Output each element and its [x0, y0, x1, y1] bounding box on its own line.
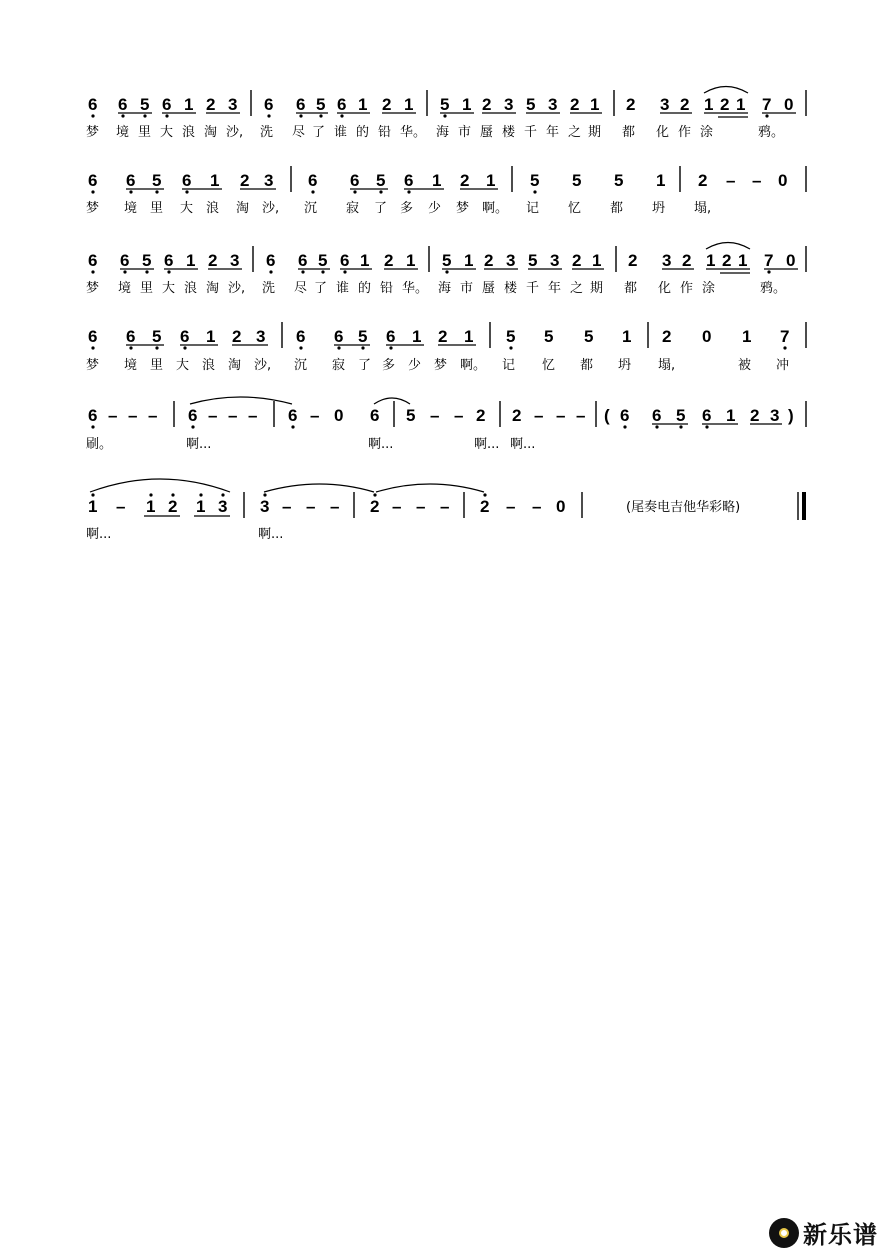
jianpu-note: 2 — [382, 95, 392, 114]
lyric-syllable: 都 — [580, 358, 594, 373]
jianpu-note: 6 — [162, 95, 172, 114]
lyric-syllable: 寂 — [346, 201, 360, 216]
score-line-1 — [86, 87, 806, 141]
lyric-syllable: 涂 — [702, 281, 716, 296]
lyric-syllable: 梦 — [434, 358, 448, 373]
jianpu-note: 6 — [334, 327, 344, 346]
jianpu-note: 3 — [256, 327, 266, 346]
lyric-syllable: 被 — [738, 358, 752, 373]
lyric-syllable: 多 — [400, 201, 414, 216]
jianpu-note: 2 — [626, 95, 636, 114]
ties-line-6 — [90, 479, 484, 492]
jianpu-note: 2 — [206, 95, 216, 114]
jianpu-note: – — [726, 171, 736, 190]
jianpu-note: 2 — [662, 327, 672, 346]
lyric-syllable: 忆 — [568, 201, 582, 216]
jianpu-note: 2 — [750, 406, 760, 425]
jianpu-note: 1 — [704, 95, 714, 114]
jianpu-note: 1 — [742, 327, 752, 346]
jianpu-note: – — [556, 406, 566, 425]
jianpu-note: 5 — [358, 327, 368, 346]
lyric-syllable: 啊... — [258, 527, 284, 542]
jianpu-note: 5 — [152, 171, 162, 190]
jianpu-note: – — [248, 406, 258, 425]
jianpu-note: 1 — [726, 406, 736, 425]
jianpu-note: 2 — [438, 327, 448, 346]
jianpu-note: 1 — [358, 95, 368, 114]
jianpu-note: 2 — [232, 327, 242, 346]
lyric-syllable: 都 — [622, 125, 636, 140]
jianpu-note: 6 — [404, 171, 414, 190]
jianpu-note: – — [208, 406, 218, 425]
jianpu-note: 1 — [210, 171, 220, 190]
lyric-syllable: 期 — [590, 281, 604, 296]
lyric-syllable: 浪 — [182, 125, 196, 140]
jianpu-note: 6 — [264, 95, 274, 114]
jianpu-note: 6 — [266, 251, 276, 270]
lyric-syllable: 鸦。 — [760, 281, 787, 296]
jianpu-note: 5 — [142, 251, 152, 270]
jianpu-note: 3 — [548, 95, 558, 114]
jianpu-note: 3 — [506, 251, 516, 270]
jianpu-note: 3 — [662, 251, 672, 270]
lyric-syllable: 梦 — [86, 281, 100, 296]
jianpu-note: 6 — [298, 251, 308, 270]
lyric-syllable: 刷。 — [86, 437, 113, 452]
jianpu-note: – — [416, 497, 426, 516]
jianpu-note: 6 — [126, 327, 136, 346]
jianpu-note: 6 — [88, 251, 98, 270]
lyric-syllable: 沙, — [262, 201, 280, 216]
lyric-syllable: 塌, — [658, 358, 676, 373]
lyric-syllable: 多 — [382, 358, 396, 373]
lyric-syllable: 寂 — [332, 358, 346, 373]
jianpu-note: 2 — [484, 251, 494, 270]
underlines-line-1 — [118, 113, 796, 117]
jianpu-note: 6 — [164, 251, 174, 270]
jianpu-note: 5 — [544, 327, 554, 346]
jianpu-note: – — [534, 406, 544, 425]
lyric-syllable: 淘 — [228, 358, 242, 373]
jianpu-note: – — [108, 406, 118, 425]
score-line-6 — [86, 479, 806, 542]
slur-line-1 — [704, 87, 748, 94]
lyric-syllable: 淘 — [206, 281, 220, 296]
lyric-syllable: 忆 — [542, 358, 556, 373]
jianpu-note: 1 — [462, 95, 472, 114]
score-canvas — [0, 0, 888, 560]
lyric-syllable: 化 — [658, 281, 672, 296]
lyric-syllable: 啊。 — [482, 201, 509, 216]
jianpu-note: 6 — [182, 171, 192, 190]
jianpu-note: 1 — [592, 251, 602, 270]
jianpu-score — [0, 0, 888, 560]
lyric-syllable: 洗 — [260, 125, 274, 140]
jianpu-note: 6 — [118, 95, 128, 114]
lyrics-line-2 — [86, 200, 711, 216]
jianpu-note: 2 — [722, 251, 732, 270]
jianpu-note: 1 — [406, 251, 416, 270]
jianpu-note: 1 — [206, 327, 216, 346]
jianpu-note: 2 — [628, 251, 638, 270]
lyric-syllable: 年 — [548, 281, 562, 296]
jianpu-note: 2 — [370, 497, 380, 516]
jianpu-note: 0 — [556, 497, 566, 516]
lyric-syllable: 啊... — [510, 437, 536, 452]
lyric-syllable: 谁 — [334, 125, 348, 140]
jianpu-note: 2 — [720, 95, 730, 114]
jianpu-note: 3 — [218, 497, 228, 516]
underlines-line-3 — [120, 269, 798, 273]
outro-annotation: (尾奏电吉他华彩略) — [626, 500, 741, 515]
jianpu-note: 2 — [698, 171, 708, 190]
lyric-syllable: 沉 — [294, 358, 308, 373]
lyric-syllable: 境 — [124, 201, 138, 216]
jianpu-note: – — [310, 406, 320, 425]
lyric-syllable: 坍 — [618, 358, 632, 373]
jianpu-note: 3 — [260, 497, 270, 516]
jianpu-note: – — [228, 406, 238, 425]
lyric-syllable: 的 — [356, 125, 370, 140]
jianpu-note: – — [282, 497, 292, 516]
lyric-syllable: 年 — [546, 125, 560, 140]
lyric-syllable: 啊... — [186, 437, 212, 452]
lyric-syllable: 蜃 — [482, 281, 496, 296]
notes-line-1 — [88, 95, 793, 114]
jianpu-note: 3 — [264, 171, 274, 190]
jianpu-note: 5 — [572, 171, 582, 190]
jianpu-note: 6 — [288, 406, 298, 425]
lyrics-line-6 — [86, 527, 283, 542]
jianpu-note: – — [148, 406, 158, 425]
lyric-syllable: 市 — [458, 125, 472, 140]
notes-line-3 — [88, 251, 795, 270]
lyric-syllable: 淘 — [204, 125, 218, 140]
lyric-syllable: 大 — [160, 125, 174, 140]
jianpu-note: 0 — [334, 406, 344, 425]
jianpu-note: 1 — [706, 251, 716, 270]
jianpu-note: 5 — [318, 251, 328, 270]
jianpu-note: – — [506, 497, 516, 516]
jianpu-note: 6 — [340, 251, 350, 270]
jianpu-note: 1 — [146, 497, 156, 516]
jianpu-note: 1 — [656, 171, 666, 190]
jianpu-note: 5 — [614, 171, 624, 190]
jianpu-note: – — [576, 406, 586, 425]
jianpu-note: 1 — [590, 95, 600, 114]
lyric-syllable: 记 — [526, 201, 540, 216]
jianpu-note: 2 — [384, 251, 394, 270]
jianpu-note: – — [116, 497, 126, 516]
lyric-syllable: 里 — [140, 281, 154, 296]
jianpu-note: 1 — [464, 327, 474, 346]
jianpu-note: 5 — [376, 171, 386, 190]
lyric-syllable: 了 — [374, 201, 388, 216]
lyric-syllable: 的 — [358, 281, 372, 296]
lyrics-line-4 — [86, 357, 789, 373]
jianpu-note: – — [752, 171, 762, 190]
jianpu-note: 5 — [528, 251, 538, 270]
lyric-syllable: 梦 — [86, 201, 100, 216]
dots-line-3 — [91, 270, 770, 273]
jianpu-note: 2 — [682, 251, 692, 270]
lyric-syllable: 坍 — [652, 201, 666, 216]
jianpu-note: 5 — [676, 406, 686, 425]
notes-line-6 — [88, 497, 565, 516]
jianpu-note: 5 — [442, 251, 452, 270]
lyric-syllable: 楼 — [502, 125, 516, 140]
lyric-syllable: 境 — [124, 358, 138, 373]
lyric-syllable: 海 — [436, 125, 450, 140]
notes-line-4 — [88, 327, 789, 346]
jianpu-note: 1 — [736, 95, 746, 114]
lyric-syllable: 梦 — [86, 358, 100, 373]
lyric-syllable: 作 — [680, 281, 694, 296]
lyric-syllable: 了 — [312, 125, 326, 140]
jianpu-note: 3 — [550, 251, 560, 270]
jianpu-note: 5 — [526, 95, 536, 114]
lyric-syllable: 楼 — [504, 281, 518, 296]
brand-name: 新乐谱 — [803, 1221, 878, 1249]
jianpu-note: 0 — [702, 327, 712, 346]
lyric-syllable: 了 — [358, 358, 372, 373]
jianpu-note: – — [430, 406, 440, 425]
lyric-syllable: 千 — [526, 281, 540, 296]
lyric-syllable: 市 — [460, 281, 474, 296]
dots-line-1 — [91, 114, 768, 117]
lyric-syllable: 千 — [524, 125, 538, 140]
jianpu-note: 2 — [168, 497, 178, 516]
lyric-syllable: 铅 — [380, 281, 394, 296]
jianpu-note: 2 — [570, 95, 580, 114]
lyric-syllable: 沙, — [254, 358, 272, 373]
lyrics-line-5 — [86, 437, 535, 452]
jianpu-note: 2 — [572, 251, 582, 270]
lyric-syllable: 塌, — [694, 201, 712, 216]
jianpu-note: 0 — [784, 95, 794, 114]
jianpu-note: 1 — [360, 251, 370, 270]
jianpu-note: – — [440, 497, 450, 516]
lyric-syllable: 浪 — [206, 201, 220, 216]
lyric-syllable: 蜃 — [480, 125, 494, 140]
lyric-syllable: 梦 — [86, 125, 100, 140]
lyric-syllable: 淘 — [236, 201, 250, 216]
jianpu-note: 7 — [780, 327, 790, 346]
jianpu-note: 3 — [504, 95, 514, 114]
jianpu-note: 6 — [308, 171, 318, 190]
jianpu-note: 1 — [738, 251, 748, 270]
jianpu-note: 6 — [180, 327, 190, 346]
jianpu-note: 6 — [337, 95, 347, 114]
notes-line-5 — [88, 406, 794, 425]
lyric-syllable: 大 — [162, 281, 176, 296]
lyric-syllable: 啊... — [368, 437, 394, 452]
lyric-syllable: 啊。 — [460, 358, 487, 373]
jianpu-note: 6 — [296, 327, 306, 346]
lyric-syllable: 浪 — [202, 358, 216, 373]
lyric-syllable: 海 — [438, 281, 452, 296]
lyrics-line-3 — [86, 280, 786, 296]
dots-line-4 — [91, 346, 786, 349]
lyric-syllable: 沙, — [226, 125, 244, 140]
jianpu-note: 6 — [702, 406, 712, 425]
jianpu-note: – — [454, 406, 464, 425]
jianpu-note: 6 — [386, 327, 396, 346]
score-line-5 — [86, 397, 806, 452]
vinyl-disc-icon — [769, 1218, 799, 1248]
jianpu-note: ) — [788, 406, 794, 425]
lyric-syllable: 冲 — [776, 358, 790, 373]
jianpu-note: 6 — [126, 171, 136, 190]
lyric-syllable: 鸦。 — [758, 125, 785, 140]
lyric-syllable: 华。 — [400, 125, 427, 140]
jianpu-note: 3 — [228, 95, 238, 114]
lyric-syllable: 啊... — [86, 527, 112, 542]
jianpu-note: 5 — [584, 327, 594, 346]
lyric-syllable: 里 — [150, 358, 164, 373]
jianpu-note: 3 — [230, 251, 240, 270]
lyric-syllable: 谁 — [336, 281, 350, 296]
jianpu-note: – — [532, 497, 542, 516]
jianpu-note: 5 — [406, 406, 416, 425]
dots-line-5 — [91, 425, 708, 428]
jianpu-note: 0 — [786, 251, 796, 270]
jianpu-note: 5 — [506, 327, 516, 346]
lyric-syllable: 梦 — [456, 201, 470, 216]
jianpu-note: 6 — [370, 406, 380, 425]
jianpu-note: 0 — [778, 171, 788, 190]
jianpu-note: 5 — [530, 171, 540, 190]
lyric-syllable: 沙, — [228, 281, 246, 296]
score-line-4 — [86, 322, 806, 373]
jianpu-note: 2 — [512, 406, 522, 425]
jianpu-note: 3 — [660, 95, 670, 114]
lyric-syllable: 期 — [588, 125, 602, 140]
jianpu-note: 2 — [240, 171, 250, 190]
jianpu-note: 1 — [196, 497, 206, 516]
jianpu-note: 6 — [120, 251, 130, 270]
lyric-syllable: 境 — [118, 281, 132, 296]
jianpu-note: 6 — [296, 95, 306, 114]
dots-line-2 — [91, 190, 536, 193]
lyric-syllable: 化 — [656, 125, 670, 140]
jianpu-note: 5 — [440, 95, 450, 114]
jianpu-note: 2 — [460, 171, 470, 190]
jianpu-note: 5 — [140, 95, 150, 114]
jianpu-note: 1 — [186, 251, 196, 270]
lyric-syllable: 涂 — [700, 125, 714, 140]
jianpu-note: 1 — [622, 327, 632, 346]
jianpu-note: – — [128, 406, 138, 425]
lyric-syllable: 里 — [150, 201, 164, 216]
jianpu-note: 1 — [184, 95, 194, 114]
jianpu-note: 1 — [432, 171, 442, 190]
final-barline — [798, 492, 806, 520]
jianpu-note: 6 — [88, 95, 98, 114]
jianpu-note: 1 — [412, 327, 422, 346]
jianpu-note: 6 — [620, 406, 630, 425]
jianpu-note: 7 — [764, 251, 774, 270]
jianpu-note: 5 — [152, 327, 162, 346]
jianpu-note: 6 — [88, 327, 98, 346]
lyric-syllable: 了 — [314, 281, 328, 296]
jianpu-note: 1 — [464, 251, 474, 270]
jianpu-note: – — [306, 497, 316, 516]
lyric-syllable: 尽 — [294, 281, 308, 296]
jianpu-note: – — [330, 497, 340, 516]
lyric-syllable: 都 — [624, 281, 638, 296]
lyric-syllable: 少 — [428, 201, 442, 216]
lyric-syllable: 尽 — [292, 125, 306, 140]
lyric-syllable: 记 — [502, 358, 516, 373]
jianpu-note: 2 — [480, 497, 490, 516]
lyrics-line-1 — [86, 124, 784, 140]
lyric-syllable: 洗 — [262, 281, 276, 296]
jianpu-note: 1 — [486, 171, 496, 190]
lyric-syllable: 沉 — [304, 201, 318, 216]
lyric-syllable: 华。 — [402, 281, 429, 296]
lyric-syllable: 都 — [610, 201, 624, 216]
lyric-syllable: 铅 — [378, 125, 392, 140]
jianpu-note: 3 — [770, 406, 780, 425]
jianpu-note: – — [392, 497, 402, 516]
jianpu-note: 5 — [316, 95, 326, 114]
notes-line-2 — [88, 171, 787, 190]
jianpu-note: 2 — [208, 251, 218, 270]
lyric-syllable: 里 — [138, 125, 152, 140]
jianpu-note: ( — [604, 406, 610, 425]
brand-watermark — [769, 1215, 878, 1250]
jianpu-note: 2 — [680, 95, 690, 114]
jianpu-note: 2 — [476, 406, 486, 425]
lyric-syllable: 作 — [678, 125, 692, 140]
jianpu-note: 2 — [482, 95, 492, 114]
jianpu-note: 6 — [88, 406, 98, 425]
lyric-syllable: 啊... — [474, 437, 500, 452]
lyric-syllable: 大 — [180, 201, 194, 216]
lyric-syllable: 大 — [176, 358, 190, 373]
lyric-syllable: 浪 — [184, 281, 198, 296]
jianpu-note: 7 — [762, 95, 772, 114]
lyric-syllable: 之 — [570, 281, 584, 296]
score-line-2 — [86, 166, 806, 216]
jianpu-note: 6 — [350, 171, 360, 190]
jianpu-note: 1 — [404, 95, 414, 114]
jianpu-note: 1 — [88, 497, 98, 516]
lyric-syllable: 境 — [116, 125, 130, 140]
jianpu-note: 6 — [88, 171, 98, 190]
ties-line-5 — [190, 397, 410, 404]
score-line-3 — [86, 243, 806, 297]
slur-line-3 — [706, 243, 750, 250]
lyric-syllable: 之 — [568, 125, 582, 140]
jianpu-note: 6 — [652, 406, 662, 425]
lyric-syllable: 少 — [408, 358, 422, 373]
jianpu-note: 6 — [188, 406, 198, 425]
